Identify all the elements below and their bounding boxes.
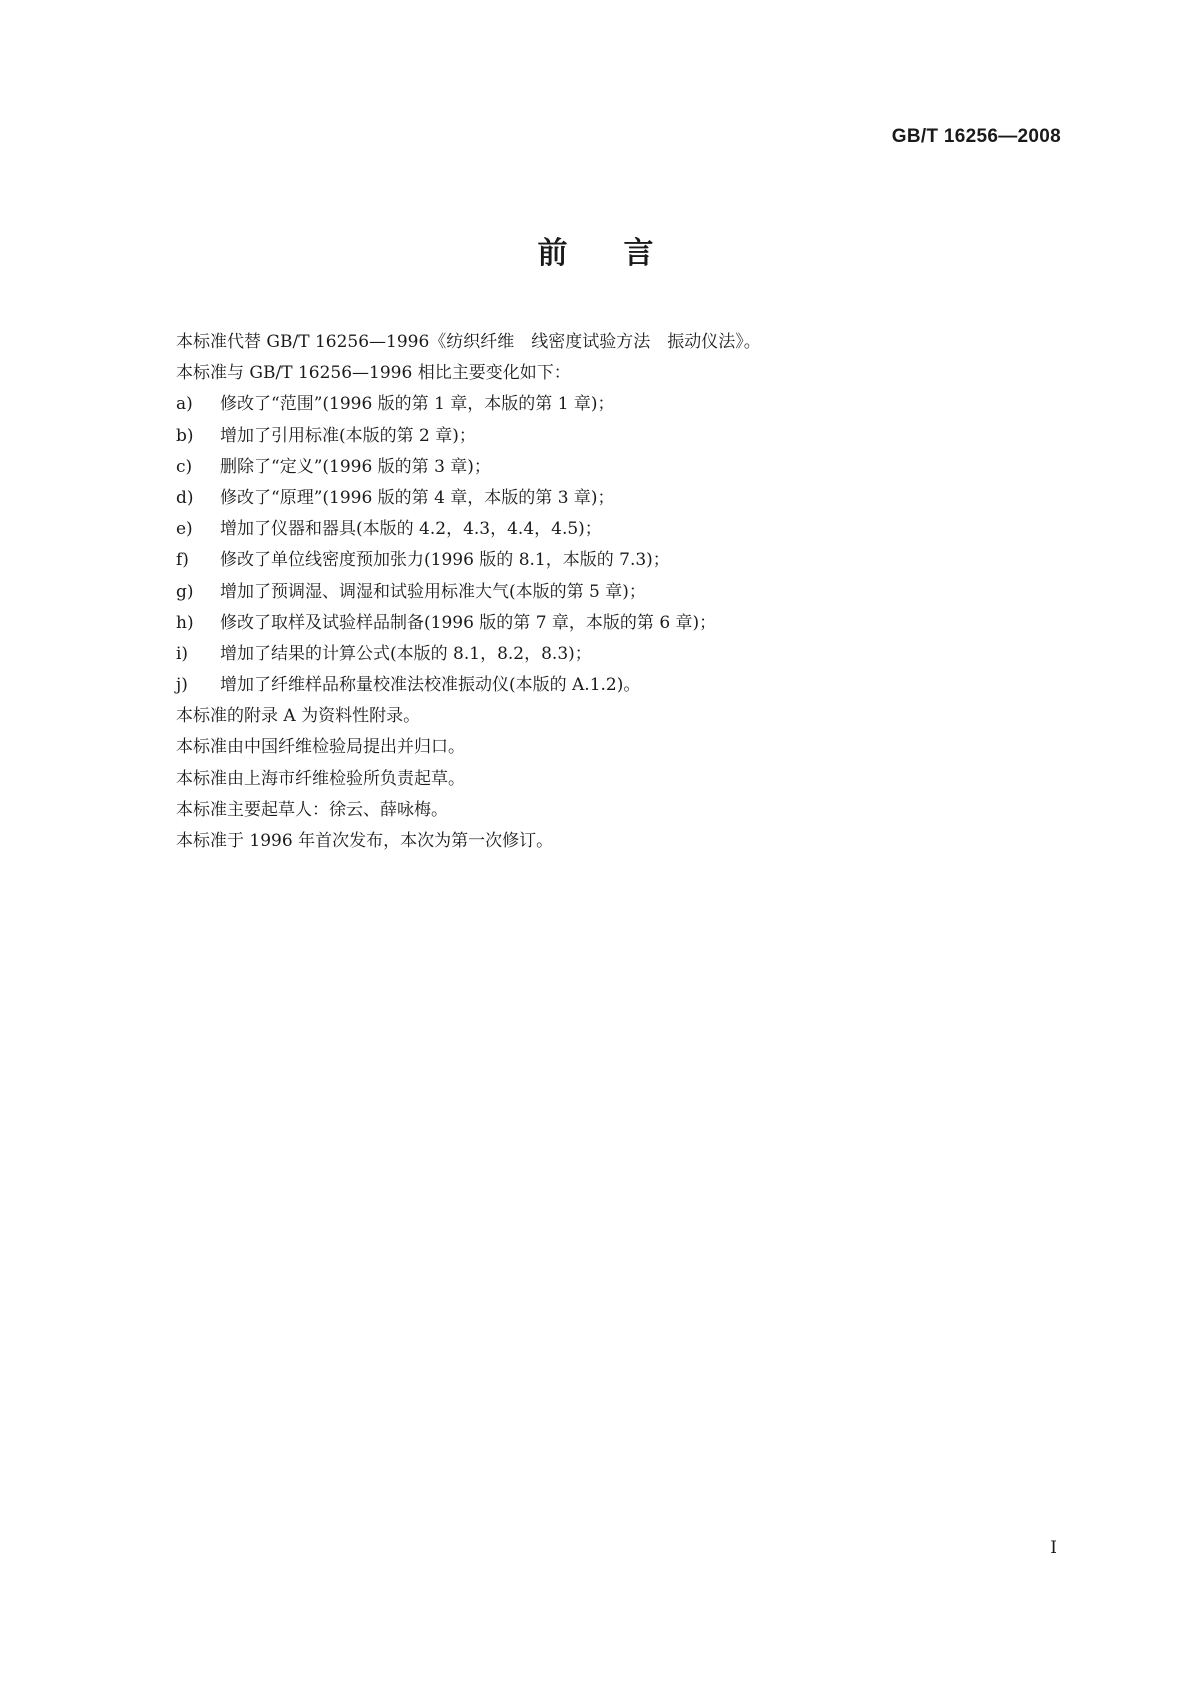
standard-number: GB/T 16256—2008 [891,126,1061,147]
paragraph-drafters: 本标准主要起草人：徐云、薛咏梅。 [176,799,448,820]
list-item-label: a) [176,394,193,415]
list-item-label: b) [176,425,194,446]
list-item-label: d) [176,487,194,508]
list-item [176,514,1076,545]
list-item [176,670,1076,701]
list-item-text: 修改了“范围”(1996 版的第 1 章，本版的第 1 章)； [220,394,615,415]
list-item-text: 修改了单位线密度预加张力(1996 版的 8.1，本版的 7.3)； [220,550,670,571]
list-item-text: 增加了预调湿、调湿和试验用标准大气(本版的第 5 章)； [220,581,646,602]
paragraph-replaces: 本标准代替 GB/T 16256—1996《纺织纤维 线密度试验方法 振动仪法》。 [176,332,761,352]
list-item [176,577,1076,608]
list-item-label: h) [176,612,194,633]
list-item [176,452,1076,483]
list-item-label: i) [176,643,189,664]
paragraph-annex: 本标准的附录 A 为资料性附录。 [176,706,421,727]
foreword-body [176,327,1076,857]
page-number: I [1050,1538,1057,1558]
list-item [176,483,1076,514]
list-item-text: 增加了仪器和器具(本版的 4.2，4.3，4.4，4.5)； [220,519,602,540]
list-item-label: f) [176,550,189,571]
list-item [176,608,1076,639]
list-item [176,545,1076,576]
list-item-text: 增加了引用标准(本版的第 2 章)； [220,425,476,446]
list-item [176,421,1076,452]
list-item-label: j) [176,675,188,696]
paragraph-changes-intro: 本标准与 GB/T 16256—1996 相比主要变化如下： [176,363,571,384]
paragraph-proposer: 本标准由中国纤维检验局提出并归口。 [176,737,465,758]
paragraph-drafting-unit: 本标准由上海市纤维检验所负责起草。 [176,768,465,789]
list-item-text: 增加了结果的计算公式(本版的 8.1，8.2，8.3)； [220,643,592,664]
list-item-text: 删除了“定义”(1996 版的第 3 章)； [220,456,491,477]
list-item-label: c) [176,456,193,477]
list-item [176,389,1076,420]
list-item-text: 增加了纤维样品称量校准法校准振动仪(本版的 A.1.2)。 [220,675,641,696]
list-item [176,639,1076,670]
paragraph-history: 本标准于 1996 年首次发布，本次为第一次修订。 [176,831,554,851]
page-title: 前言 [537,236,710,271]
list-item-text: 修改了“原理”(1996 版的第 4 章，本版的第 3 章)； [220,487,615,508]
list-item-label: e) [176,519,193,540]
list-item-label: g) [176,581,194,602]
list-item-text: 修改了取样及试验样品制备(1996 版的第 7 章，本版的第 6 章)； [220,612,717,633]
